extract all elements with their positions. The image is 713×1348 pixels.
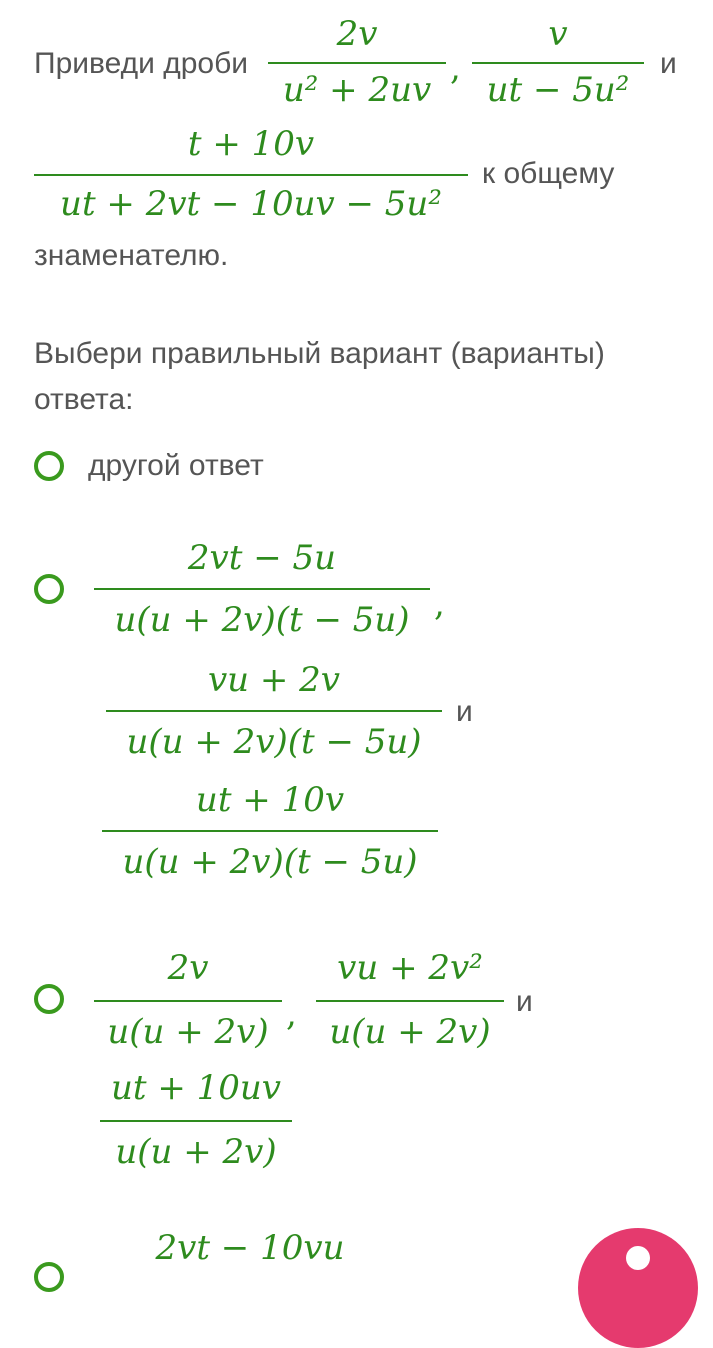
fraction-bar: [34, 174, 468, 176]
fraction-bar: [94, 1000, 282, 1002]
fraction-numerator: vu + 2v²: [337, 948, 483, 988]
option-2-fraction-3: [102, 780, 438, 890]
option-4-radio[interactable]: [34, 1262, 64, 1292]
fraction-bar: [94, 588, 430, 590]
fraction-bar: [472, 62, 644, 64]
fraction-denominator: ut + 2vt − 10uv − 5u²: [60, 184, 442, 224]
comma: ,: [434, 584, 445, 624]
option-1-radio[interactable]: [34, 451, 64, 481]
fraction-bar: [106, 710, 442, 712]
fraction-numerator: 2v: [167, 948, 209, 988]
fraction-numerator: ut + 10v: [195, 780, 345, 820]
question-prefix: Приведи дроби: [34, 47, 249, 80]
and-word: и: [456, 695, 473, 728]
question-fraction-2: [472, 14, 644, 114]
bell-icon: [626, 1246, 650, 1270]
fraction-numerator: t + 10v: [187, 124, 315, 164]
option-2-radio[interactable]: [34, 574, 64, 604]
fraction-bar: [100, 1120, 292, 1122]
fraction-denominator: u(u + 2v)(t − 5u): [114, 600, 410, 640]
comma: ,: [286, 994, 297, 1034]
fraction-denominator: u(u + 2v)(t − 5u): [122, 842, 418, 882]
fraction-bar: [268, 62, 446, 64]
prompt-line2: ответа:: [34, 383, 134, 416]
fraction-denominator: u(u + 2v): [329, 1012, 491, 1052]
comma: ,: [450, 48, 461, 88]
fraction-denominator: u² + 2uv: [282, 70, 432, 110]
question-suffix-line2: знаменателю.: [34, 239, 229, 272]
fraction-numerator: 2vt − 5u: [187, 538, 337, 578]
option-2-fraction-1: [94, 538, 430, 648]
fraction-denominator: u(u + 2v): [107, 1012, 269, 1052]
question-suffix: к общему: [482, 157, 615, 190]
fraction-numerator: v: [548, 14, 568, 54]
fraction-denominator: ut − 5u²: [486, 70, 630, 110]
option-3-radio[interactable]: [34, 984, 64, 1014]
option-2-fraction-2: [106, 660, 442, 770]
option-4-fraction-1: [110, 1228, 390, 1273]
floating-action-button[interactable]: [578, 1228, 698, 1348]
prompt-line1: Выбери правильный вариант (варианты): [34, 337, 605, 370]
option-3-fraction-2: [316, 948, 504, 1058]
fraction-denominator: u(u + 2v)(t − 5u): [126, 722, 422, 762]
fraction-numerator: 2vt − 10vu: [155, 1228, 345, 1268]
fraction-numerator: 2v: [336, 14, 378, 54]
question-fraction-1: [268, 14, 446, 114]
and-word: и: [660, 47, 677, 80]
option-1-label[interactable]: другой ответ: [88, 449, 264, 482]
and-word: и: [516, 985, 533, 1018]
fraction-denominator: u(u + 2v): [115, 1132, 277, 1172]
option-3-fraction-3: [100, 1068, 292, 1178]
fraction-bar: [316, 1000, 504, 1002]
option-3-fraction-1: [94, 948, 282, 1058]
question-fraction-3: [34, 124, 468, 234]
fraction-bar: [102, 830, 438, 832]
fraction-numerator: ut + 10uv: [110, 1068, 282, 1108]
fraction-numerator: vu + 2v: [207, 660, 341, 700]
